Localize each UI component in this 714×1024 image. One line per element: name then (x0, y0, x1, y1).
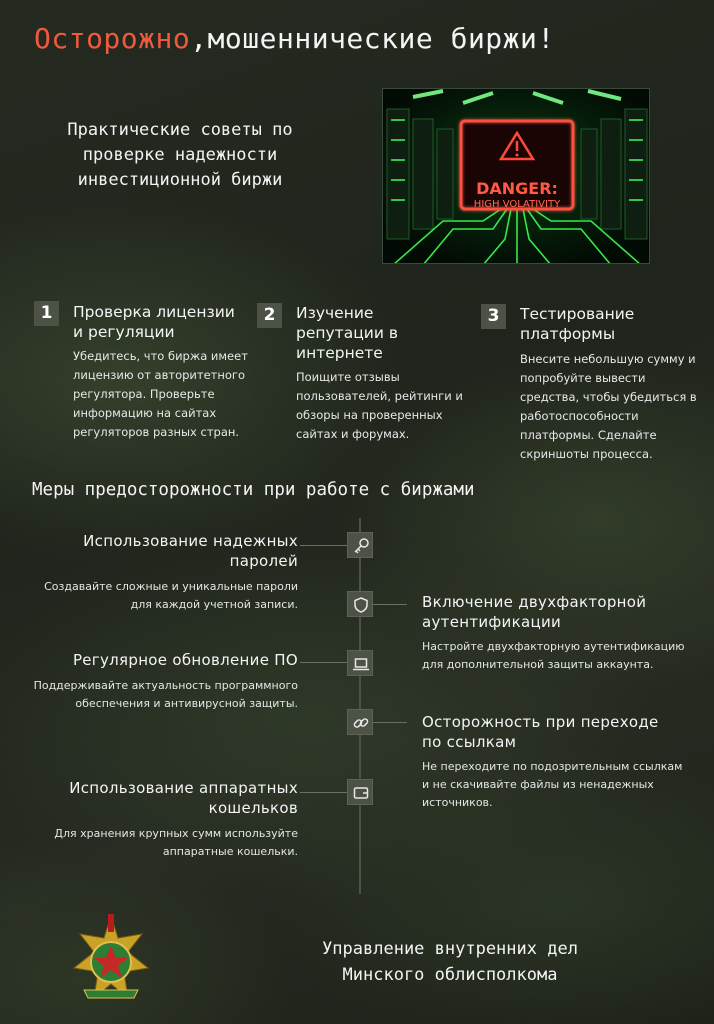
measure-text-line: Не переходите по подозрительным ссылкам (422, 760, 683, 773)
step-text-line: Поищите отзывы (296, 370, 400, 384)
measure-text-line: источников. (422, 796, 493, 809)
step-title (520, 304, 700, 344)
step-text-line: Внесите небольшую сумму и (520, 352, 696, 366)
measure-text (20, 677, 298, 713)
timeline-line (359, 518, 361, 894)
timeline-connector (373, 722, 407, 723)
title-rest: ,мошеннические биржи! (190, 22, 555, 55)
measure-text (20, 578, 298, 614)
timeline-connector (300, 545, 347, 546)
police-emblem-icon (70, 912, 152, 1012)
measure-title (422, 592, 702, 632)
measure-text-line: Для хранения крупных сумм используйте (54, 827, 298, 840)
subtitle-line: инвестиционной биржи (77, 170, 283, 190)
step-text-line: лицензию от авторитетного (73, 368, 246, 382)
page-title (34, 22, 555, 55)
step-text-line: информацию на сайтах (73, 406, 217, 420)
measure-title-line: Использование надежных (83, 532, 298, 550)
step-text-line: пользователей, рейтинги и (296, 389, 463, 403)
measure-title (40, 778, 298, 818)
timeline-connector (300, 662, 347, 663)
step-text-line: сайтах и форумах. (296, 427, 410, 441)
step-number: 1 (34, 301, 59, 326)
danger-illustration (382, 88, 650, 264)
measure-text (422, 758, 707, 812)
step-text-line: регулятора. Проверьте (73, 387, 215, 401)
title-accent: Осторожно (34, 22, 191, 55)
timeline-connector (300, 792, 347, 793)
measure-title (40, 531, 298, 571)
step-title-line: и регуляции (73, 323, 175, 341)
server-room-image (383, 89, 650, 264)
measure-text-line: и не скачивайте файлы из ненадежных (422, 778, 654, 791)
measure-text (422, 638, 707, 674)
measure-title (422, 712, 707, 752)
measure-title-line: по ссылкам (422, 733, 517, 751)
link-icon (347, 709, 373, 735)
danger-subtext: HIGH VOLATIVITY (473, 199, 561, 210)
timeline-connector (373, 604, 407, 605)
measure-title-line: Включение двухфакторной (422, 593, 647, 611)
subtitle (30, 118, 330, 193)
measure-text-line: Создавайте сложные и уникальные пароли (44, 580, 298, 593)
step-text-line: работоспособности (520, 409, 639, 423)
section-title: Меры предосторожности при работе с биржами (32, 480, 475, 500)
footer-line: Управление внутренних дел (322, 939, 578, 959)
step-text (296, 368, 466, 444)
step-title-line: репутации в (296, 324, 398, 342)
step-number: 2 (257, 303, 282, 328)
measure-text-line: Настройте двухфакторную аутентификацию (422, 640, 685, 653)
measure-title (40, 650, 298, 670)
danger-text: DANGER: (476, 179, 558, 198)
footer-line: Минского облисполкома (342, 965, 558, 985)
step-number: 3 (481, 304, 506, 329)
measure-title-line: Осторожность при переходе (422, 713, 659, 731)
step-title-line: Проверка лицензии (73, 303, 235, 321)
footer (300, 936, 600, 988)
measure-text-line: Поддерживайте актуальность программного (33, 679, 298, 692)
measure-title-line: аутентификации (422, 613, 562, 631)
measure-text-line: обеспечения и антивирусной защиты. (75, 697, 298, 710)
step-text (520, 350, 710, 464)
shield-icon (347, 591, 373, 617)
step-title (73, 302, 253, 342)
step-title-line: интернете (296, 344, 383, 362)
step-text-line: регуляторов разных стран. (73, 425, 240, 439)
measure-title-line: Регулярное обновление ПО (72, 651, 298, 669)
step-text-line: Убедитесь, что биржа имеет (73, 349, 248, 363)
step-text-line: попробуйте вывести (520, 371, 646, 385)
subtitle-line: Практические советы по (67, 120, 293, 140)
key-icon (347, 532, 373, 558)
step-title-line: Изучение (296, 304, 374, 322)
subtitle-line: проверке надежности (82, 145, 278, 165)
step-title-line: Тестирование (520, 305, 635, 323)
step-text (73, 347, 253, 442)
wallet-icon (347, 779, 373, 805)
step-title-line: платформы (520, 325, 616, 343)
step-title (296, 303, 456, 363)
step-text-line: обзоры на проверенных (296, 408, 443, 422)
measure-title-line: кошельков (208, 799, 298, 817)
step-text-line: платформы. Сделайте (520, 428, 657, 442)
measure-title-line: Использование аппаратных (69, 779, 298, 797)
measure-title-line: паролей (229, 552, 298, 570)
step-text-line: скриншоты процесса. (520, 447, 653, 461)
measure-text (20, 825, 298, 861)
laptop-icon (347, 650, 373, 676)
measure-text-line: для дополнительной защиты аккаунта. (422, 658, 654, 671)
step-text-line: средства, чтобы убедиться в (520, 390, 697, 404)
measure-text-line: аппаратные кошельки. (162, 845, 298, 858)
measure-text-line: для каждой учетной записи. (130, 598, 298, 611)
